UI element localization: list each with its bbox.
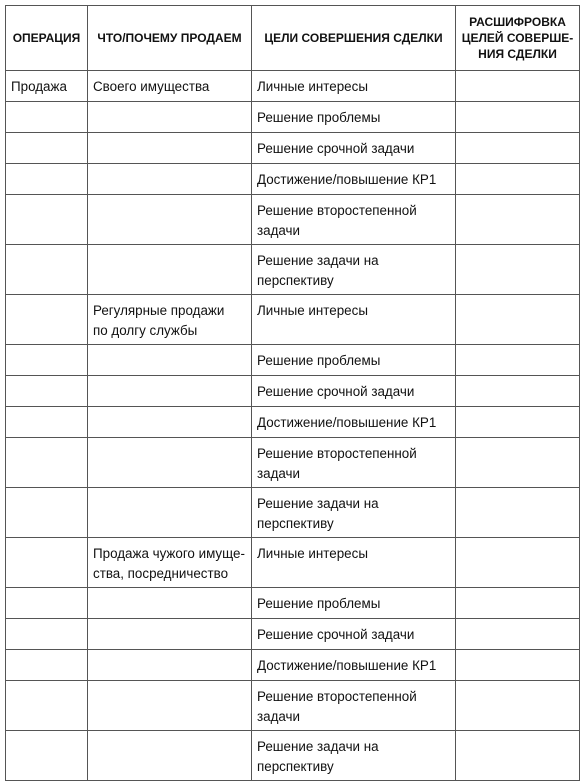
what-cell [88,681,252,731]
operation-cell [6,245,88,295]
table-row [6,164,580,195]
decoding-cell [456,588,580,619]
goal-cell: Достижение/повышение КР1 [252,407,456,438]
goal-cell: Личные интересы [252,538,456,588]
decoding-cell [456,71,580,102]
goal-cell: Достижение/повышение КР1 [252,164,456,195]
decoding-cell [456,133,580,164]
what-cell [88,376,252,407]
table-row [6,619,580,650]
what-cell [88,588,252,619]
goal-cell: Личные интересы [252,295,456,345]
goal-cell: Решение проблемы [252,588,456,619]
goal-cell: Личные интересы [252,71,456,102]
table-row [6,650,580,681]
decoding-cell [456,102,580,133]
operation-cell [6,345,88,376]
what-cell [88,195,252,245]
what-cell [88,133,252,164]
goal-cell: Решение второстепенной задачи [252,195,456,245]
table-row [6,102,580,133]
decoding-cell [456,245,580,295]
what-cell: Своего имущества [88,71,252,102]
operation-cell [6,650,88,681]
decoding-cell [456,376,580,407]
operation-cell [6,295,88,345]
goal-cell: Решение задачи на перспективу [252,731,456,781]
what-cell [88,731,252,781]
table-row [6,407,580,438]
operation-cell [6,619,88,650]
decoding-cell [456,650,580,681]
goal-cell: Достижение/повышение КР1 [252,650,456,681]
goal-cell: Решение задачи на перспективу [252,245,456,295]
table-row [6,588,580,619]
decoding-cell [456,619,580,650]
what-cell [88,164,252,195]
table-row [6,438,580,488]
table-row [6,376,580,407]
what-cell: Регулярные продажи по долгу службы [88,295,252,345]
header-goal-decoding: РАСШИФРОВКА ЦЕЛЕЙ СОВЕРШЕ-НИЯ СДЕЛКИ [456,6,580,71]
goal-cell: Решение срочной задачи [252,376,456,407]
goal-cell: Решение задачи на перспективу [252,488,456,538]
decoding-cell [456,164,580,195]
goal-cell: Решение срочной задачи [252,619,456,650]
operation-cell: Продажа [6,71,88,102]
header-operation: ОПЕРАЦИЯ [6,6,88,71]
decoding-cell [456,407,580,438]
decoding-cell [456,488,580,538]
goal-cell: Решение проблемы [252,345,456,376]
table-row [6,71,580,102]
operation-cell [6,376,88,407]
table-row [6,538,580,588]
operation-cell [6,102,88,133]
operation-cell [6,195,88,245]
table-row [6,295,580,345]
goal-cell: Решение второстепенной задачи [252,681,456,731]
goal-cell: Решение срочной задачи [252,133,456,164]
operation-cell [6,538,88,588]
operation-cell [6,488,88,538]
decoding-cell [456,195,580,245]
decoding-cell [456,295,580,345]
table-row [6,245,580,295]
decoding-cell [456,345,580,376]
sales-goals-table [5,5,580,781]
decoding-cell [456,731,580,781]
table-row [6,345,580,376]
decoding-cell [456,681,580,731]
operation-cell [6,164,88,195]
header-goals: ЦЕЛИ СОВЕРШЕНИЯ СДЕЛКИ [252,6,456,71]
table-row [6,488,580,538]
goal-cell: Решение проблемы [252,102,456,133]
table-body [6,71,580,781]
what-cell [88,407,252,438]
table-row [6,133,580,164]
operation-cell [6,438,88,488]
operation-cell [6,681,88,731]
decoding-cell [456,438,580,488]
what-cell: Продажа чужого имуще- ства, посредничество [88,538,252,588]
what-cell [88,619,252,650]
table-row [6,731,580,781]
what-cell [88,345,252,376]
operation-cell [6,407,88,438]
table-row [6,195,580,245]
header-what-why: ЧТО/ПОЧЕМУ ПРОДАЕМ [88,6,252,71]
header-row [6,6,580,71]
decoding-cell [456,538,580,588]
table-header [6,6,580,71]
operation-cell [6,731,88,781]
what-cell [88,650,252,681]
what-cell [88,488,252,538]
operation-cell [6,588,88,619]
table-row [6,681,580,731]
what-cell [88,102,252,133]
what-cell [88,245,252,295]
goal-cell: Решение второстепенной задачи [252,438,456,488]
operation-cell [6,133,88,164]
what-cell [88,438,252,488]
